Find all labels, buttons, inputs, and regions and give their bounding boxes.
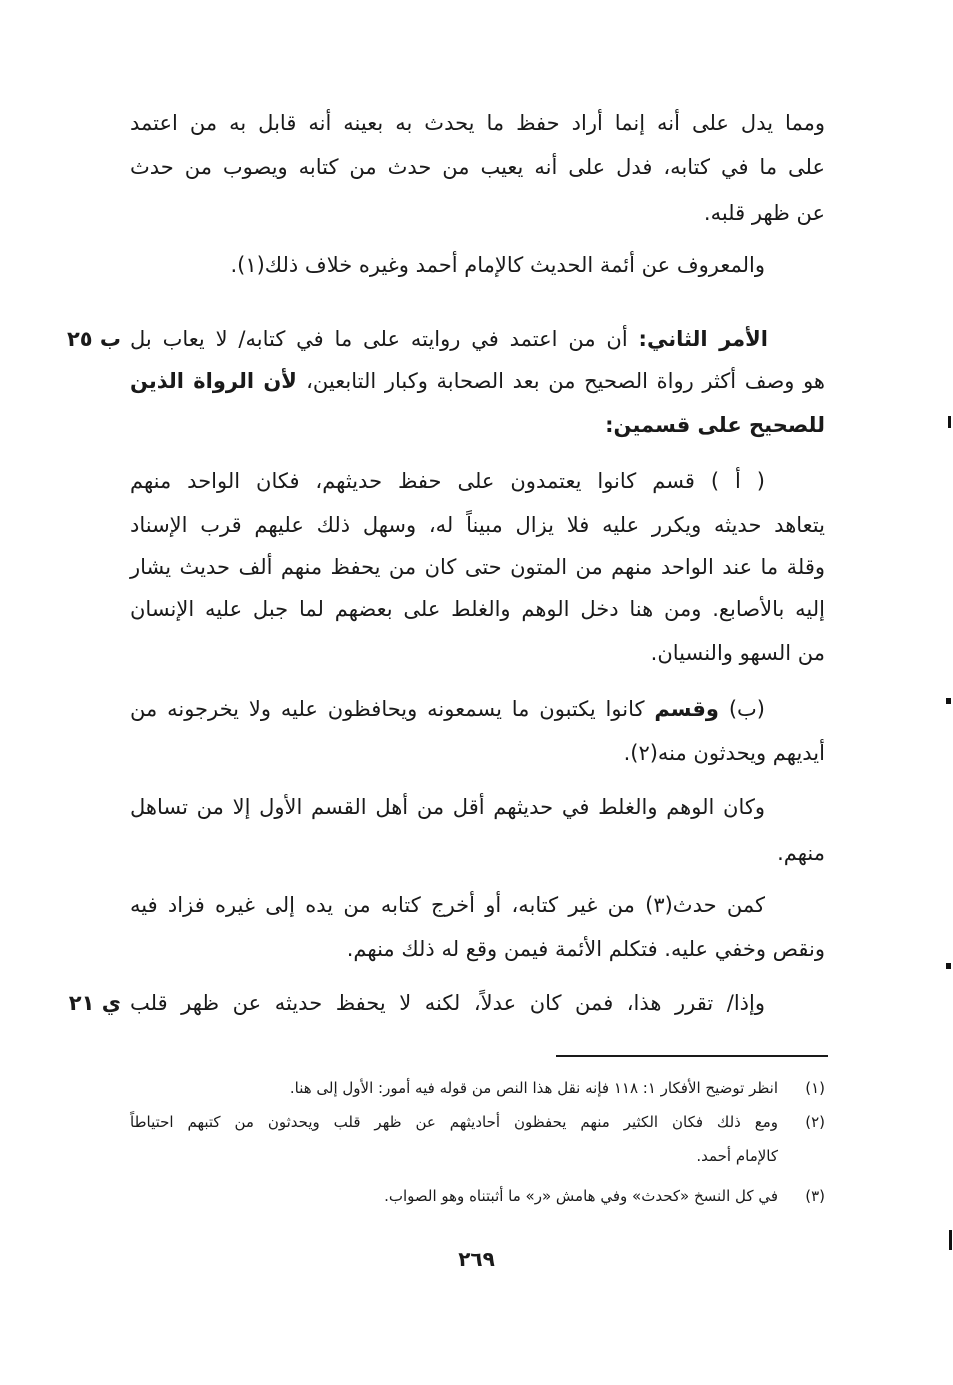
body-line — [130, 694, 765, 724]
body-line: ومما يدل على أنه إنما أراد حفظ ما يحدث به بعينه أنه قابل به من اعتمد — [130, 111, 825, 135]
body-text-bold: لأن الرواة الذين — [130, 369, 307, 393]
body-line: عن ظهر قلبه. — [703, 201, 825, 225]
body-text: أن من اعتمد في روايته على ما في كتابه/ لا يعاب بل — [130, 327, 639, 351]
body-line: كمن حدث(٣) من غير كتابه، أو أخرج كتابه من يده إلى غيره فزاد فيه — [130, 893, 765, 917]
section-heading: الأمر الثاني: — [638, 327, 768, 351]
body-text: هو وصف أكثر رواة الصحيح من بعد الصحابة وكبار التابعين، — [306, 369, 825, 393]
body-line: وإذا/ تقرر هذا، فمن كان عدلاً، لكنه لا يحفظ حديثه عن ظهر قلب — [130, 991, 765, 1015]
body-line: يتعاهد حديثه ويكرر عليه فلا يزال مبيناً له، وسهل ذلك عليهم قرب الإسناد — [130, 513, 825, 537]
scan-mark — [946, 698, 951, 704]
footnote-text: انظر توضيح الأفكار ١: ١١٨ فإنه نقل هذا النص من قوله فيه أمور: الأول إلى هنا. — [289, 1079, 778, 1097]
footnote-text: في كل النسخ «كحدث» وفي هامش «ر» ما أثبتناه وهو الصواب. — [384, 1187, 778, 1205]
body-line — [130, 324, 768, 354]
body-line: ونقص وخفي عليه. فتكلم الأئمة فيمن وقع له ذلك منهم. — [346, 937, 825, 961]
margin-reference: ي ٢١ — [68, 991, 121, 1015]
footnote-text: كالإمام أحمد. — [696, 1147, 778, 1165]
scan-mark — [946, 963, 951, 969]
body-line: وكان الوهم والغلط في حديثهم أقل من أهل القسم الأول إلا من تساهل — [130, 795, 765, 819]
body-line: إليه بالأصابع. ومن هنا دخل الوهم والغلط على بعضهم لما جبل عليه الإنسان — [130, 597, 825, 621]
scan-mark — [949, 1230, 952, 1250]
margin-reference: ب ٢٥ — [66, 327, 121, 351]
footnote-number: (٢) — [805, 1113, 825, 1131]
footnote-number: (٣) — [805, 1187, 825, 1205]
body-line: على ما في كتابه، فدل على أنه يعيب من حدث من كتابه ويصوب من حدث — [130, 155, 825, 179]
page-number: ٢٦٩ — [458, 1247, 495, 1271]
body-text: (ب) — [718, 697, 765, 721]
body-line: وقلة ما عند الواحد منهم من المتون حتى كان من يحفظ منهم ألف حديث يشار — [130, 555, 825, 579]
body-line: من السهو والنسيان. — [650, 641, 825, 665]
body-line: ( أ ) قسم كانوا يعتمدون على حفظ حديثهم، فكان الواحد منهم — [130, 469, 765, 493]
body-line: أيديهم ويحدثون منه(٢). — [623, 741, 825, 765]
body-line: والمعروف عن أئمة الحديث كالإمام أحمد وغيره خلاف ذلك(١). — [230, 253, 765, 277]
footnote-number: (١) — [805, 1079, 825, 1097]
footnote-text: ومع ذلك فكان الكثير منهم يحفظون أحاديثهم عن ظهر قلب ويحدثون من كتبهم احتياطاً — [130, 1113, 778, 1131]
body-text: كانوا يكتبون ما يسمعونه ويحافظون عليه ولا يخرجونه من — [130, 697, 655, 721]
body-line: منهم. — [777, 841, 825, 865]
footnote-separator — [556, 1055, 828, 1057]
body-text-bold: وقسم — [654, 697, 719, 721]
scan-mark — [948, 416, 951, 428]
body-line — [130, 366, 825, 396]
body-line: للصحيح على قسمين: — [605, 413, 825, 437]
